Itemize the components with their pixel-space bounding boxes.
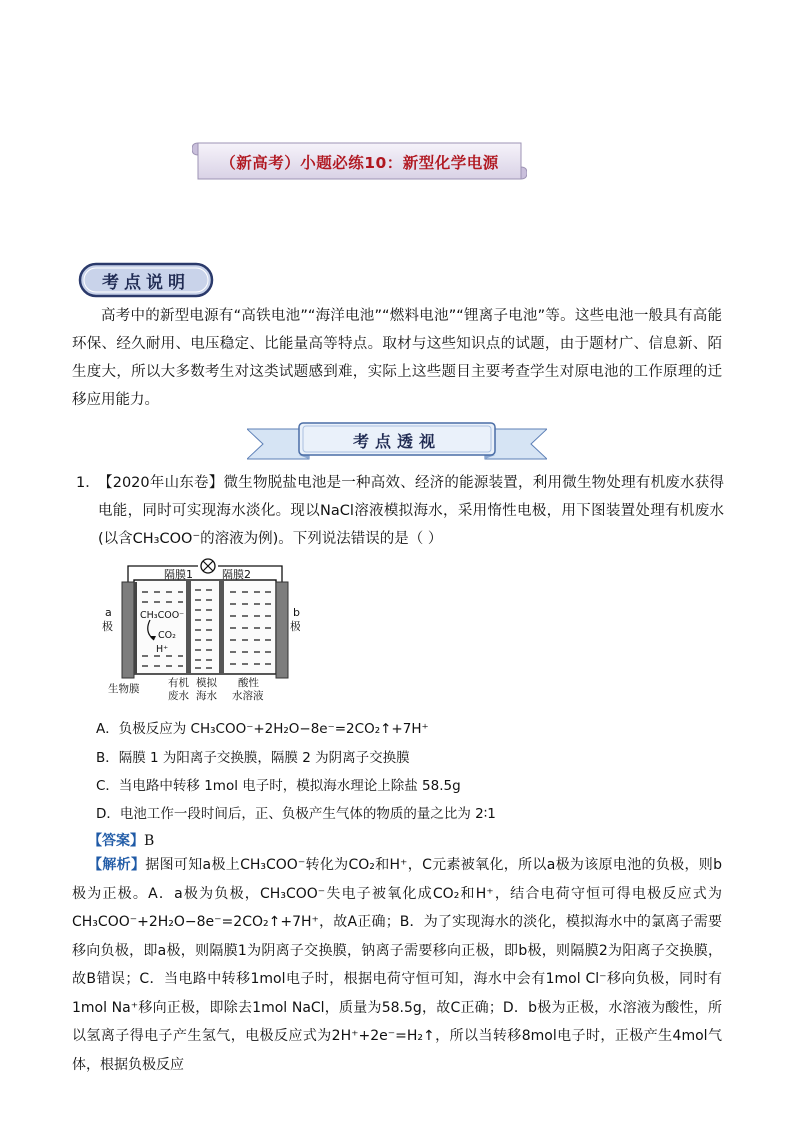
answer-value: B bbox=[144, 833, 155, 849]
label-co2: CO₂ bbox=[158, 630, 176, 641]
section-title-perspective: 考点透视 bbox=[352, 431, 441, 451]
label-electrode-a: a bbox=[105, 606, 112, 619]
membrane-2 bbox=[219, 580, 224, 674]
answer-label: 【答案】 bbox=[88, 833, 144, 849]
label-acidic-2: 水溶液 bbox=[232, 690, 264, 702]
label-membrane-2: 隔膜2 bbox=[222, 568, 251, 581]
label-electrode-a-pole: 极 bbox=[102, 620, 113, 633]
section-badge-explain bbox=[78, 262, 214, 298]
option-a: A．负极反应为 CH₃COO⁻+2H₂O−8e⁻=2CO₂↑+7H⁺ bbox=[96, 721, 429, 737]
page-title: （新高考）小题必练10：新型化学电源 bbox=[220, 154, 499, 172]
answer-line bbox=[88, 830, 154, 850]
section-title-explain: 考点说明 bbox=[102, 272, 190, 293]
electrode-a bbox=[122, 582, 134, 678]
analysis-paragraph bbox=[72, 851, 722, 1079]
title-banner bbox=[192, 140, 527, 184]
question-stem: 【2020年山东卷】微生物脱盐电池是一种高效、经济的能源装置，利用微生物处理有机废水获得电能，同时可实现海水淡化。现以NaCl溶液模拟海水，采用惰性电极，用下图装置处理有机废水(以含CH₃COO⁻的溶液为例)。下列说法错误的是（ ） bbox=[98, 475, 724, 547]
electrode-b bbox=[276, 582, 288, 678]
option-c: C．当电路中转移 1mol 电子时，模拟海水理论上除盐 58.5g bbox=[96, 778, 461, 794]
label-acetate: CH₃COO⁻ bbox=[140, 610, 185, 621]
label-organic-waste-1: 有机 bbox=[168, 677, 189, 689]
label-sim-seawater-2: 海水 bbox=[196, 690, 217, 702]
label-electrode-b: b bbox=[293, 606, 300, 619]
label-acidic-1: 酸性 bbox=[238, 677, 259, 689]
label-sim-seawater-1: 模拟 bbox=[196, 677, 217, 689]
option-d: D．电池工作一段时间后，正、负极产生气体的物质的量之比为 2∶1 bbox=[96, 806, 496, 822]
label-electrode-b-pole: 极 bbox=[290, 620, 300, 633]
question-number: 1． bbox=[76, 475, 100, 491]
cell-diagram bbox=[100, 556, 300, 708]
label-h-plus: H⁺ bbox=[156, 644, 169, 655]
label-membrane-1: 隔膜1 bbox=[164, 568, 193, 581]
section-ribbon-perspective bbox=[247, 421, 547, 463]
intro-paragraph: 高考中的新型电源有“高铁电池”“海洋电池”“燃料电池”“锂离子电池”等。这些电池一般具有高能环保、经久耐用、电压稳定、比能量高等特点。取材与这些知识点的试题，由于题材广、信息新、陌生度大，所以大多数考生对这类试题感到难，实际上这些题目主要考查学生对原电池的工作原理的迁移应用能力。 bbox=[72, 308, 722, 408]
membrane-1 bbox=[186, 580, 191, 674]
biofilm bbox=[134, 582, 137, 674]
label-organic-waste-2: 废水 bbox=[168, 690, 189, 702]
option-b: B．隔膜 1 为阳离子交换膜，隔膜 2 为阴离子交换膜 bbox=[96, 750, 410, 766]
lamp-icon bbox=[201, 559, 215, 573]
cell-tank bbox=[134, 580, 276, 674]
label-biofilm: 生物膜 bbox=[108, 683, 140, 695]
analysis-label: 【解析】 bbox=[88, 857, 146, 873]
analysis-text: 据图可知a极上CH₃COO⁻转化为CO₂和H⁺，C元素被氧化，所以a极为该原电池的负极，则b极为正极。A．a极为负极，CH₃COO⁻失电子被氧化成CO₂和H⁺，结合电荷守恒可得电极反应式为CH₃COO⁻+2H₂O−8e⁻=2CO₂↑+7H⁺，故A正确；B．为了实现海水的淡化，模拟海水中的氯离子需要移向负极，即a极，则隔膜1为阴离子交换膜，钠离子需要移向正极，即b极，则隔膜2为阳离子交换膜，故B错误；C．当电路中转移1mol电子时，根据电荷守恒可知，海水中会有1mol Cl⁻移向负极，同时有1mol Na⁺移向正极，即除去1mol NaCl，质量为58.5g，故C正确；D．b极为正极，水溶液为酸性，所以氢离子得电子产生氢气，电极反应式为2H⁺+2e⁻=H₂↑，所以当转移8mol电子时，正极产生4mol气体，根据负极反应 bbox=[72, 857, 723, 1073]
